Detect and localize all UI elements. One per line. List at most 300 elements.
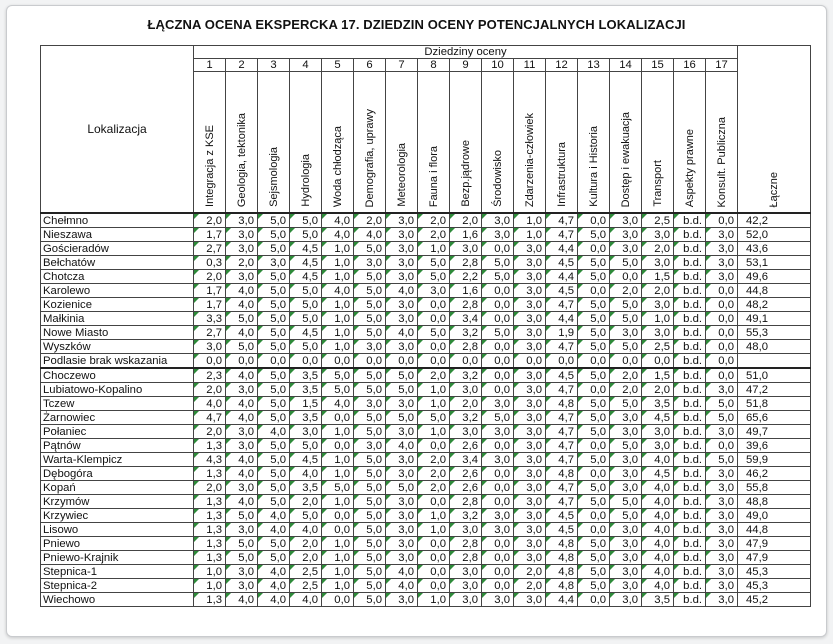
score-cell: 1,9 <box>546 326 578 340</box>
score-cell: 5,0 <box>706 397 738 411</box>
score-cell: 5,0 <box>418 270 450 284</box>
score-cell: 2,8 <box>450 495 482 509</box>
score-cell: 3,0 <box>226 242 258 256</box>
score-cell: 5,0 <box>354 298 386 312</box>
table-row <box>41 579 811 593</box>
score-cell: 5,0 <box>578 579 610 593</box>
score-cell: 5,0 <box>578 481 610 495</box>
score-cell: 3,0 <box>706 551 738 565</box>
total-cell <box>738 354 811 369</box>
location-name: Nowe Miasto <box>41 326 194 340</box>
score-cell: 0,0 <box>194 354 226 369</box>
score-cell: 0,0 <box>386 354 418 369</box>
column-number: 4 <box>290 59 322 72</box>
score-cell: 5,0 <box>578 340 610 354</box>
score-cell: 5,0 <box>610 495 642 509</box>
score-cell: 0,0 <box>482 242 514 256</box>
score-cell: 5,0 <box>290 284 322 298</box>
score-cell: 4,0 <box>642 509 674 523</box>
score-cell: b.d. <box>674 537 706 551</box>
score-cell: 3,0 <box>226 481 258 495</box>
score-cell: 1,5 <box>642 270 674 284</box>
location-name: Stepnica-1 <box>41 565 194 579</box>
score-cell: 4,0 <box>642 523 674 537</box>
score-cell: 0,3 <box>194 256 226 270</box>
score-cell: 5,0 <box>354 509 386 523</box>
column-header <box>450 72 482 214</box>
table-row <box>41 411 811 425</box>
score-cell: 4,5 <box>290 326 322 340</box>
score-cell: 0,0 <box>226 354 258 369</box>
score-cell: 3,0 <box>610 565 642 579</box>
score-cell: 5,0 <box>578 298 610 312</box>
score-cell: 4,0 <box>642 565 674 579</box>
score-cell: 5,0 <box>578 565 610 579</box>
total-cell: 49,7 <box>738 425 811 439</box>
score-cell: 1,0 <box>418 425 450 439</box>
score-cell: 3,0 <box>226 213 258 228</box>
score-cell: 4,8 <box>546 551 578 565</box>
score-cell: b.d. <box>674 312 706 326</box>
score-cell: 5,0 <box>258 537 290 551</box>
score-cell: 4,0 <box>226 326 258 340</box>
table-row <box>41 495 811 509</box>
score-cell: 5,0 <box>578 326 610 340</box>
score-cell: 5,0 <box>354 523 386 537</box>
score-cell: 0,0 <box>578 593 610 607</box>
total-cell: 51,8 <box>738 397 811 411</box>
score-cell: 4,4 <box>546 593 578 607</box>
total-cell: 45,3 <box>738 579 811 593</box>
score-cell: 1,0 <box>322 298 354 312</box>
score-cell: 2,0 <box>354 213 386 228</box>
score-cell: 0,0 <box>322 509 354 523</box>
score-cell: 3,0 <box>514 439 546 453</box>
score-cell: 0,0 <box>706 284 738 298</box>
score-cell: 3,0 <box>706 228 738 242</box>
score-cell: 5,0 <box>354 383 386 397</box>
score-cell: 5,0 <box>578 228 610 242</box>
score-cell: 4,0 <box>386 565 418 579</box>
score-cell: 5,0 <box>578 453 610 467</box>
score-cell: 3,0 <box>450 383 482 397</box>
score-cell: 3,0 <box>450 425 482 439</box>
score-cell: 5,0 <box>610 439 642 453</box>
score-cell: 3,0 <box>706 509 738 523</box>
column-number: 9 <box>450 59 482 72</box>
column-name: Meteorologia <box>395 143 408 207</box>
score-cell: 3,0 <box>610 425 642 439</box>
total-cell: 49,1 <box>738 312 811 326</box>
score-cell: 5,0 <box>290 340 322 354</box>
score-cell: 1,7 <box>194 284 226 298</box>
table-row <box>41 354 811 369</box>
score-cell: 5,0 <box>258 439 290 453</box>
score-cell: 2,0 <box>418 213 450 228</box>
score-cell: 2,0 <box>642 284 674 298</box>
score-cell: 4,0 <box>386 439 418 453</box>
score-cell: 2,0 <box>514 565 546 579</box>
score-cell: 4,0 <box>322 228 354 242</box>
score-cell: 0,0 <box>610 354 642 369</box>
score-cell: 3,0 <box>642 326 674 340</box>
score-cell: 0,0 <box>418 354 450 369</box>
score-cell: 5,0 <box>578 551 610 565</box>
score-cell: 5,0 <box>258 551 290 565</box>
score-cell: 4,7 <box>546 495 578 509</box>
location-name: Krzymów <box>41 495 194 509</box>
score-cell: 3,0 <box>386 537 418 551</box>
score-cell: 1,3 <box>194 593 226 607</box>
score-cell: b.d. <box>674 383 706 397</box>
score-cell: 3,4 <box>450 312 482 326</box>
score-cell: b.d. <box>674 397 706 411</box>
score-cell: 3,0 <box>706 537 738 551</box>
score-cell: 4,7 <box>546 228 578 242</box>
score-cell: 5,0 <box>258 228 290 242</box>
table-row <box>41 467 811 481</box>
score-cell: 3,0 <box>514 340 546 354</box>
score-cell: b.d. <box>674 551 706 565</box>
score-cell: 0,0 <box>578 383 610 397</box>
total-cell: 46,2 <box>738 467 811 481</box>
score-cell: 0,0 <box>482 565 514 579</box>
score-cell: 4,0 <box>642 551 674 565</box>
column-number: 6 <box>354 59 386 72</box>
score-cell: b.d. <box>674 523 706 537</box>
score-cell: 0,0 <box>706 298 738 312</box>
location-name: Żarnowiec <box>41 411 194 425</box>
score-cell: 5,0 <box>226 509 258 523</box>
score-cell: 5,0 <box>322 481 354 495</box>
score-cell: 2,5 <box>290 579 322 593</box>
score-cell: 4,7 <box>546 439 578 453</box>
score-cell: 5,0 <box>386 481 418 495</box>
table-row <box>41 340 811 354</box>
score-cell: 5,0 <box>610 509 642 523</box>
score-cell: b.d. <box>674 256 706 270</box>
score-cell: 3,0 <box>514 425 546 439</box>
column-header <box>482 72 514 214</box>
total-cell: 48,8 <box>738 495 811 509</box>
score-cell: 3,0 <box>706 565 738 579</box>
score-cell: 4,7 <box>546 298 578 312</box>
score-cell: 3,5 <box>290 383 322 397</box>
score-cell: 3,0 <box>354 439 386 453</box>
score-cell: 1,3 <box>194 509 226 523</box>
score-cell: 4,3 <box>194 453 226 467</box>
column-name: Sejsmologia <box>267 147 280 207</box>
score-cell: 5,0 <box>386 411 418 425</box>
column-name: Fauna i flora <box>427 145 440 207</box>
score-cell: 5,0 <box>386 383 418 397</box>
score-cell: 1,0 <box>418 397 450 411</box>
score-cell: 3,0 <box>514 397 546 411</box>
score-cell: 4,0 <box>226 593 258 607</box>
score-cell: 3,0 <box>706 523 738 537</box>
score-cell: 4,0 <box>226 467 258 481</box>
score-cell: 1,0 <box>322 340 354 354</box>
score-cell: 3,0 <box>514 368 546 383</box>
score-cell: 3,0 <box>514 312 546 326</box>
score-cell: 2,0 <box>642 383 674 397</box>
score-cell: b.d. <box>674 228 706 242</box>
score-cell: 5,0 <box>354 565 386 579</box>
score-cell: 5,0 <box>226 551 258 565</box>
column-number: 15 <box>642 59 674 72</box>
score-cell: 5,0 <box>258 453 290 467</box>
column-header <box>386 72 418 214</box>
score-cell: 1,0 <box>418 509 450 523</box>
score-cell: 4,0 <box>226 411 258 425</box>
total-cell: 48,2 <box>738 298 811 312</box>
score-cell: 0,0 <box>322 354 354 369</box>
table-row <box>41 551 811 565</box>
score-cell: 0,0 <box>706 213 738 228</box>
total-cell: 55,3 <box>738 326 811 340</box>
total-cell: 45,3 <box>738 565 811 579</box>
score-cell: 1,0 <box>322 242 354 256</box>
score-cell: 1,3 <box>194 495 226 509</box>
score-cell: b.d. <box>674 340 706 354</box>
score-cell: 4,0 <box>322 213 354 228</box>
total-cell: 48,0 <box>738 340 811 354</box>
column-number: 13 <box>578 59 610 72</box>
table-row <box>41 593 811 607</box>
score-cell: 4,5 <box>290 256 322 270</box>
column-name: Aspekty prawne <box>683 128 696 207</box>
score-cell: 3,0 <box>610 579 642 593</box>
score-cell: 3,0 <box>482 523 514 537</box>
column-number: 14 <box>610 59 642 72</box>
column-header <box>546 72 578 214</box>
score-cell: 2,0 <box>418 453 450 467</box>
table-row <box>41 481 811 495</box>
score-cell: b.d. <box>674 579 706 593</box>
score-cell: 3,0 <box>514 593 546 607</box>
score-cell: 1,3 <box>194 551 226 565</box>
score-cell: 3,0 <box>450 565 482 579</box>
score-cell: 1,3 <box>194 537 226 551</box>
score-cell: 5,0 <box>290 213 322 228</box>
score-cell: 5,0 <box>290 439 322 453</box>
score-cell: 1,5 <box>642 368 674 383</box>
score-cell: 3,0 <box>514 467 546 481</box>
score-cell: 0,0 <box>418 579 450 593</box>
score-cell: 4,5 <box>642 411 674 425</box>
column-header <box>642 72 674 214</box>
score-cell: 5,0 <box>354 453 386 467</box>
score-cell: 0,0 <box>482 551 514 565</box>
score-cell: b.d. <box>674 593 706 607</box>
score-cell: 3,0 <box>418 284 450 298</box>
score-cell: 5,0 <box>258 481 290 495</box>
score-cell: 3,0 <box>386 298 418 312</box>
score-cell: 4,8 <box>546 467 578 481</box>
table-row <box>41 397 811 411</box>
score-cell: 2,5 <box>290 565 322 579</box>
score-cell: 5,0 <box>482 270 514 284</box>
total-cell: 47,2 <box>738 383 811 397</box>
score-cell: 0,0 <box>706 312 738 326</box>
score-cell: 5,0 <box>354 284 386 298</box>
score-cell: 5,0 <box>258 397 290 411</box>
score-cell: 3,0 <box>386 256 418 270</box>
table-row <box>41 383 811 397</box>
score-cell: 4,0 <box>322 284 354 298</box>
total-cell: 43,6 <box>738 242 811 256</box>
location-name: Wiechowo <box>41 593 194 607</box>
score-cell: 3,0 <box>482 509 514 523</box>
score-cell: 4,0 <box>642 481 674 495</box>
column-name: Kultura i Historia <box>587 126 600 207</box>
score-cell: 0,0 <box>482 340 514 354</box>
score-cell: 4,0 <box>226 495 258 509</box>
score-cell: 4,0 <box>642 495 674 509</box>
score-cell: 3,0 <box>610 593 642 607</box>
score-cell: 1,0 <box>322 453 354 467</box>
score-cell: 0,0 <box>482 467 514 481</box>
score-cell: 3,0 <box>226 228 258 242</box>
location-name: Lisowo <box>41 523 194 537</box>
column-number: 12 <box>546 59 578 72</box>
column-number: 2 <box>226 59 258 72</box>
score-cell: 3,0 <box>514 481 546 495</box>
location-name: Pątnów <box>41 439 194 453</box>
score-cell: 4,0 <box>290 593 322 607</box>
score-cell: 0,0 <box>642 354 674 369</box>
score-cell: 1,5 <box>290 397 322 411</box>
score-cell: 5,0 <box>578 270 610 284</box>
location-name: Bełchatów <box>41 256 194 270</box>
header-group-row <box>41 46 811 59</box>
score-cell: 5,0 <box>386 368 418 383</box>
location-name: Chełmno <box>41 213 194 228</box>
score-cell: 2,5 <box>642 213 674 228</box>
score-cell: 3,2 <box>450 326 482 340</box>
score-cell: 0,0 <box>418 439 450 453</box>
score-cell: 0,0 <box>578 467 610 481</box>
score-cell: 4,0 <box>258 593 290 607</box>
location-name: Krzywiec <box>41 509 194 523</box>
score-cell: 3,0 <box>514 523 546 537</box>
score-cell: 1,7 <box>194 298 226 312</box>
score-cell: 0,0 <box>418 551 450 565</box>
location-name: Dębogóra <box>41 467 194 481</box>
table-row <box>41 425 811 439</box>
evaluation-table <box>40 45 811 607</box>
score-cell: 4,7 <box>546 453 578 467</box>
score-cell: 4,0 <box>386 326 418 340</box>
column-header <box>610 72 642 214</box>
score-cell: 3,0 <box>386 228 418 242</box>
column-number: 17 <box>706 59 738 72</box>
total-cell: 47,9 <box>738 537 811 551</box>
score-cell: 3,0 <box>226 425 258 439</box>
score-cell: 0,0 <box>578 242 610 256</box>
score-cell: 3,0 <box>610 453 642 467</box>
score-cell: 0,0 <box>322 593 354 607</box>
score-cell: 4,5 <box>546 256 578 270</box>
score-cell: 0,0 <box>706 368 738 383</box>
score-cell: 0,0 <box>578 523 610 537</box>
score-cell: 3,0 <box>386 551 418 565</box>
column-name: Woda chłodząca <box>331 125 344 207</box>
table-row <box>41 298 811 312</box>
score-cell: 3,0 <box>386 453 418 467</box>
score-cell: 5,0 <box>258 242 290 256</box>
score-cell: 3,0 <box>386 495 418 509</box>
score-cell: 2,0 <box>418 481 450 495</box>
score-cell: 3,0 <box>514 298 546 312</box>
score-cell: 3,0 <box>450 593 482 607</box>
column-name: Geologia, tektonika <box>235 112 248 207</box>
score-cell: 4,7 <box>546 340 578 354</box>
score-cell: 4,7 <box>546 481 578 495</box>
score-cell: 1,0 <box>322 425 354 439</box>
score-cell: b.d. <box>674 411 706 425</box>
score-cell: 3,0 <box>706 593 738 607</box>
table-row <box>41 439 811 453</box>
location-name: Stepnica-2 <box>41 579 194 593</box>
score-cell: 2,3 <box>194 368 226 383</box>
score-cell: 1,0 <box>322 256 354 270</box>
score-cell: 0,0 <box>482 481 514 495</box>
location-name: Pniewo <box>41 537 194 551</box>
score-cell: 5,0 <box>258 495 290 509</box>
score-cell: 1,3 <box>194 467 226 481</box>
table-row <box>41 453 811 467</box>
total-cell: 42,2 <box>738 213 811 228</box>
score-cell: 3,0 <box>706 383 738 397</box>
score-cell: 2,8 <box>450 537 482 551</box>
location-name: Podlasie brak wskazania <box>41 354 194 369</box>
score-cell: 4,0 <box>386 284 418 298</box>
score-cell: b.d. <box>674 368 706 383</box>
score-cell: 4,0 <box>226 284 258 298</box>
score-cell: 5,0 <box>226 312 258 326</box>
score-cell: 1,0 <box>642 312 674 326</box>
score-cell: 2,0 <box>610 383 642 397</box>
total-cell: 44,8 <box>738 523 811 537</box>
score-cell: 3,0 <box>514 509 546 523</box>
column-header <box>194 72 226 214</box>
score-cell: 5,0 <box>610 312 642 326</box>
score-cell: 5,0 <box>258 213 290 228</box>
score-cell: 2,0 <box>194 481 226 495</box>
score-cell: 5,0 <box>578 537 610 551</box>
score-cell: 5,0 <box>354 312 386 326</box>
column-header <box>354 72 386 214</box>
score-cell: 5,0 <box>482 411 514 425</box>
table-row <box>41 312 811 326</box>
score-cell: 3,0 <box>706 467 738 481</box>
score-cell: 3,0 <box>706 270 738 284</box>
column-name: Dostęp i ewakuacja <box>619 111 632 207</box>
score-cell: 3,0 <box>514 411 546 425</box>
table-row <box>41 326 811 340</box>
score-cell: 0,0 <box>706 326 738 340</box>
score-cell: 3,0 <box>610 537 642 551</box>
score-cell: 0,0 <box>482 495 514 509</box>
score-cell: 4,0 <box>258 565 290 579</box>
total-cell: 44,8 <box>738 284 811 298</box>
score-cell: 1,0 <box>194 565 226 579</box>
score-cell: 3,3 <box>194 312 226 326</box>
score-cell: b.d. <box>674 439 706 453</box>
total-cell: 45,2 <box>738 593 811 607</box>
score-cell: 5,0 <box>706 411 738 425</box>
